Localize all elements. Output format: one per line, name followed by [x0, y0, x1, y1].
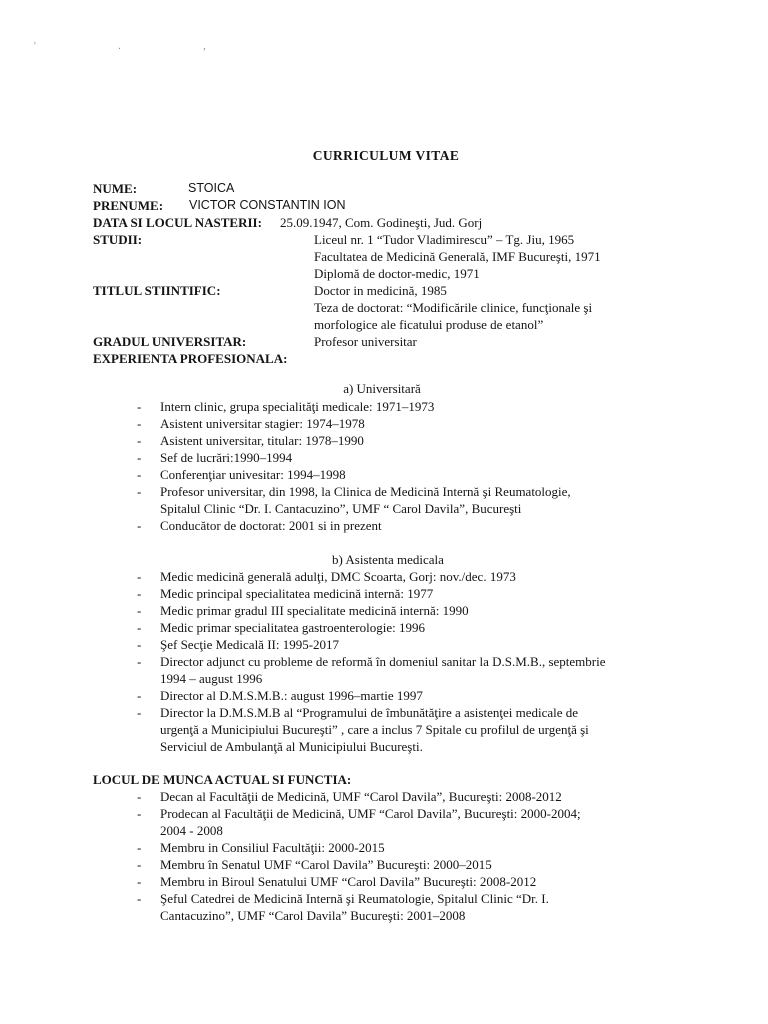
locul-section: [93, 771, 693, 788]
nastere-label: DATA SI LOCUL NASTERII:: [93, 215, 262, 230]
list-item: [137, 856, 677, 873]
list-item: [137, 873, 677, 890]
bullet-dash: -: [137, 806, 142, 821]
bullet-dash: -: [137, 450, 142, 465]
titlu-line: morfologice ale ficatului produse de etanol”: [314, 317, 544, 332]
list-item-text: Conferenţiar univesitar: 1994–1998: [160, 467, 346, 482]
studii-line: Diplomă de doctor-medic, 1971: [314, 266, 480, 281]
list-item-text: Membru in Consiliul Facultăţii: 2000-2015: [160, 840, 385, 855]
list-item: [137, 432, 677, 449]
list-item-text: Şeful Catedrei de Medicină Internă şi Reumatologie, Spitalul Clinic “Dr. I.: [160, 891, 549, 906]
scan-specks: ' . ,: [34, 41, 246, 52]
list-item-text: Director adjunct cu probleme de reformă în domeniul sanitar la D.S.M.B., septembrie: [160, 654, 606, 669]
list-item-text: Decan al Facultăţii de Medicină, UMF “Carol Davila”, Bucureşti: 2008-2012: [160, 789, 562, 804]
asistenta-heading: [0, 551, 768, 568]
universitara-heading: [0, 380, 768, 397]
universitara-list: [137, 398, 677, 534]
list-item-text: 2004 - 2008: [160, 823, 223, 838]
list-item: [137, 788, 677, 805]
nume-label: NUME:: [93, 181, 138, 196]
bullet-dash: -: [137, 586, 142, 601]
prenume-label: PRENUME:: [93, 198, 164, 213]
locul-list: [137, 788, 677, 924]
list-item-text: Director al D.M.S.M.B.: august 1996–martie 1997: [160, 688, 423, 703]
list-item: [137, 704, 677, 755]
bullet-dash: -: [137, 891, 142, 906]
nastere-row: [93, 214, 693, 231]
bullet-dash: -: [137, 857, 142, 872]
bullet-dash: -: [137, 637, 142, 652]
prenume-row: [93, 197, 693, 214]
bullet-dash: -: [137, 688, 142, 703]
studii-row: [93, 231, 693, 282]
list-item-text: Profesor universitar, din 1998, la Clinica de Medicină Internă şi Reumatologie,: [160, 484, 571, 499]
list-item-text: Prodecan al Facultăţii de Medicină, UMF “Carol Davila”, Bucureşti: 2000-2004;: [160, 806, 581, 821]
prenume-value: VICTOR CONSTANTIN ION: [189, 198, 346, 212]
list-item: [137, 517, 677, 534]
bullet-dash: -: [137, 467, 142, 482]
list-item-text: urgenţă a Municipiului Bucureşti” , care a inclus 7 Spitale cu profilul de urgenţă şi: [160, 722, 589, 737]
bullet-dash: -: [137, 484, 142, 499]
asistenta-heading-text: b) Asistenta medicala: [332, 552, 444, 567]
list-item: [137, 483, 677, 517]
nume-value: STOICA: [188, 181, 235, 195]
bullet-dash: -: [137, 569, 142, 584]
experienta-label: EXPERIENTA PROFESIONALA:: [93, 351, 288, 366]
list-item-text: Spitalul Clinic “Dr. I. Cantacuzino”, UMF “ Carol Davila”, Bucureşti: [160, 501, 522, 516]
list-item: [137, 466, 677, 483]
list-item-text: Medic primar specialitatea gastroenterologie: 1996: [160, 620, 425, 635]
bullet-dash: -: [137, 399, 142, 414]
list-item-text: Asistent universitar, titular: 1978–1990: [160, 433, 364, 448]
grad-label: GRADUL UNIVERSITAR:: [93, 334, 247, 349]
bullet-dash: -: [137, 654, 142, 669]
titlu-label: TITLUL STIINTIFIC:: [93, 283, 221, 298]
list-item-text: Intern clinic, grupa specialităţi medicale: 1971–1973: [160, 399, 435, 414]
list-item-text: Director la D.M.S.M.B al “Programului de îmbunătăţire a asistenţei medicale de: [160, 705, 579, 720]
list-item-text: Sef de lucrări:1990–1994: [160, 450, 293, 465]
locul-label: LOCUL DE MUNCA ACTUAL SI FUNCTIA:: [93, 772, 352, 787]
list-item-text: Asistent universitar stagier: 1974–1978: [160, 416, 365, 431]
list-item-text: Cantacuzino”, UMF “Carol Davila” Bucureşti: 2001–2008: [160, 908, 466, 923]
list-item-text: Conducător de doctorat: 2001 si in prezent: [160, 518, 382, 533]
document-title: CURRICULUM VITAE: [312, 148, 460, 163]
list-item-text: Serviciul de Ambulanţă al Municipiului Bucureşti.: [160, 739, 423, 754]
list-item: [137, 398, 677, 415]
list-item: [137, 890, 677, 924]
bullet-dash: -: [137, 874, 142, 889]
list-item: [137, 415, 677, 432]
studii-label: STUDII:: [93, 232, 143, 247]
bullet-dash: -: [137, 416, 142, 431]
personal-info: [93, 180, 693, 367]
universitara-heading-text: a) Universitară: [343, 381, 421, 396]
list-item: [137, 585, 677, 602]
list-item: [137, 619, 677, 636]
list-item-text: Medic primar gradul III specialitate medicină internă: 1990: [160, 603, 469, 618]
list-item: [137, 602, 677, 619]
list-item-text: 1994 – august 1996: [160, 671, 263, 686]
experienta-row: [93, 350, 693, 367]
list-item: [137, 687, 677, 704]
asistenta-list: [137, 568, 677, 755]
studii-lines: [314, 231, 601, 282]
titlu-line: Doctor in medicină, 1985: [314, 283, 447, 298]
list-item: [137, 805, 677, 839]
grad-row: [93, 333, 693, 350]
nastere-value: 25.09.1947, Com. Godineşti, Jud. Gorj: [280, 215, 483, 230]
list-item-text: Medic medicină generală adulţi, DMC Scoarta, Gorj: nov./dec. 1973: [160, 569, 516, 584]
grad-value: Profesor universitar: [314, 334, 417, 349]
titlu-lines: [314, 282, 592, 333]
list-item: [137, 636, 677, 653]
list-item-text: Membru in Biroul Senatului UMF “Carol Davila” Bucureşti: 2008-2012: [160, 874, 537, 889]
bullet-dash: -: [137, 789, 142, 804]
nume-row: [93, 180, 693, 197]
bullet-dash: -: [137, 603, 142, 618]
list-item: [137, 449, 677, 466]
list-item-text: Medic principal specialitatea medicină internă: 1977: [160, 586, 434, 601]
list-item: [137, 653, 677, 687]
titlu-row: [93, 282, 693, 333]
bullet-dash: -: [137, 705, 142, 720]
studii-line: Facultatea de Medicină Generală, IMF Bucureşti, 1971: [314, 249, 601, 264]
studii-line: Liceul nr. 1 “Tudor Vladimirescu” – Tg. Jiu, 1965: [314, 232, 575, 247]
bullet-dash: -: [137, 840, 142, 855]
list-item-text: Şef Secţie Medicală II: 1995-2017: [160, 637, 340, 652]
list-item: [137, 839, 677, 856]
bullet-dash: -: [137, 620, 142, 635]
list-item: [137, 568, 677, 585]
bullet-dash: -: [137, 518, 142, 533]
list-item-text: Membru în Senatul UMF “Carol Davila” Bucureşti: 2000–2015: [160, 857, 492, 872]
titlu-line: Teza de doctorat: “Modificările clinice, funcţionale şi: [314, 300, 593, 315]
bullet-dash: -: [137, 433, 142, 448]
